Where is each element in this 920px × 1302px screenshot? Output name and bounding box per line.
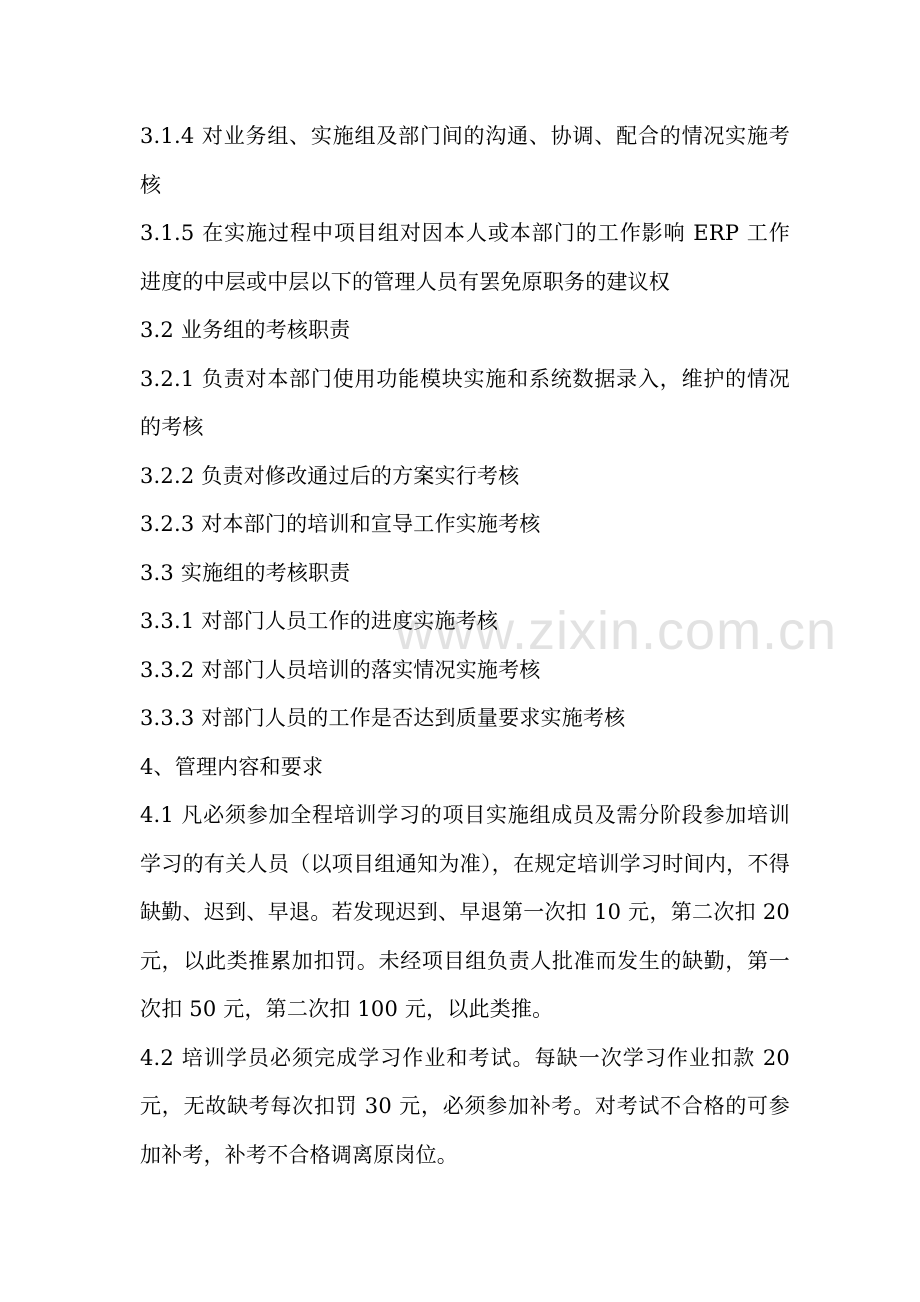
watermark: www.zixin.com.cn — [395, 601, 838, 661]
paragraph-3-1-4: 3.1.4 对业务组、实施组及部门间的沟通、协调、配合的情况实施考核 — [140, 124, 790, 197]
paragraph-3-2-3: 3.2.3 对本部门的培训和宣导工作实施考核 — [140, 512, 541, 536]
paragraph-4-1: 4.1 凡必须参加全程培训学习的项目实施组成员及需分阶段参加培训学习的有关人员（以项目组通知为准），在规定培训学习时间内，不得缺勤、迟到、早退。若发现迟到、早退第一次扣 10 元，第二次扣 20 元，以此类推累加扣罚。未经项目组负责人批准而发生的缺勤，第一次扣 50 元，第二次扣 100 元，以此类推。 — [140, 803, 790, 1021]
paragraph-4-2: 4.2 培训学员必须完成学习作业和考试。每缺一次学习作业扣款 20 元，无故缺考每次扣罚 30 元，必须参加补考。对考试不合格的可参加补考，补考不合格调离原岗位。 — [140, 1045, 790, 1167]
paragraph-3-3-1: 3.3.1 对部门人员工作的进度实施考核 — [140, 609, 499, 633]
heading-3-3: 3.3 实施组的考核职责 — [140, 560, 351, 585]
paragraph-3-3-3: 3.3.3 对部门人员的工作是否达到质量要求实施考核 — [140, 706, 626, 730]
heading-4: 4、管理内容和要求 — [140, 754, 324, 779]
document-body — [140, 112, 790, 1179]
paragraph-3-2-1: 3.2.1 负责对本部门使用功能模块实施和系统数据录入，维护的情况的考核 — [140, 366, 790, 439]
paragraph-3-2-2: 3.2.2 负责对修改通过后的方案实行考核 — [140, 463, 520, 488]
paragraph-3-3-2: 3.3.2 对部门人员培训的落实情况实施考核 — [140, 657, 541, 682]
heading-3-2: 3.2 业务组的考核职责 — [140, 318, 351, 342]
paragraph-3-1-5: 3.1.5 在实施过程中项目组对因本人或本部门的工作影响 ERP 工作进度的中层或中层以下的管理人员有罢免原职务的建议权 — [140, 221, 790, 294]
